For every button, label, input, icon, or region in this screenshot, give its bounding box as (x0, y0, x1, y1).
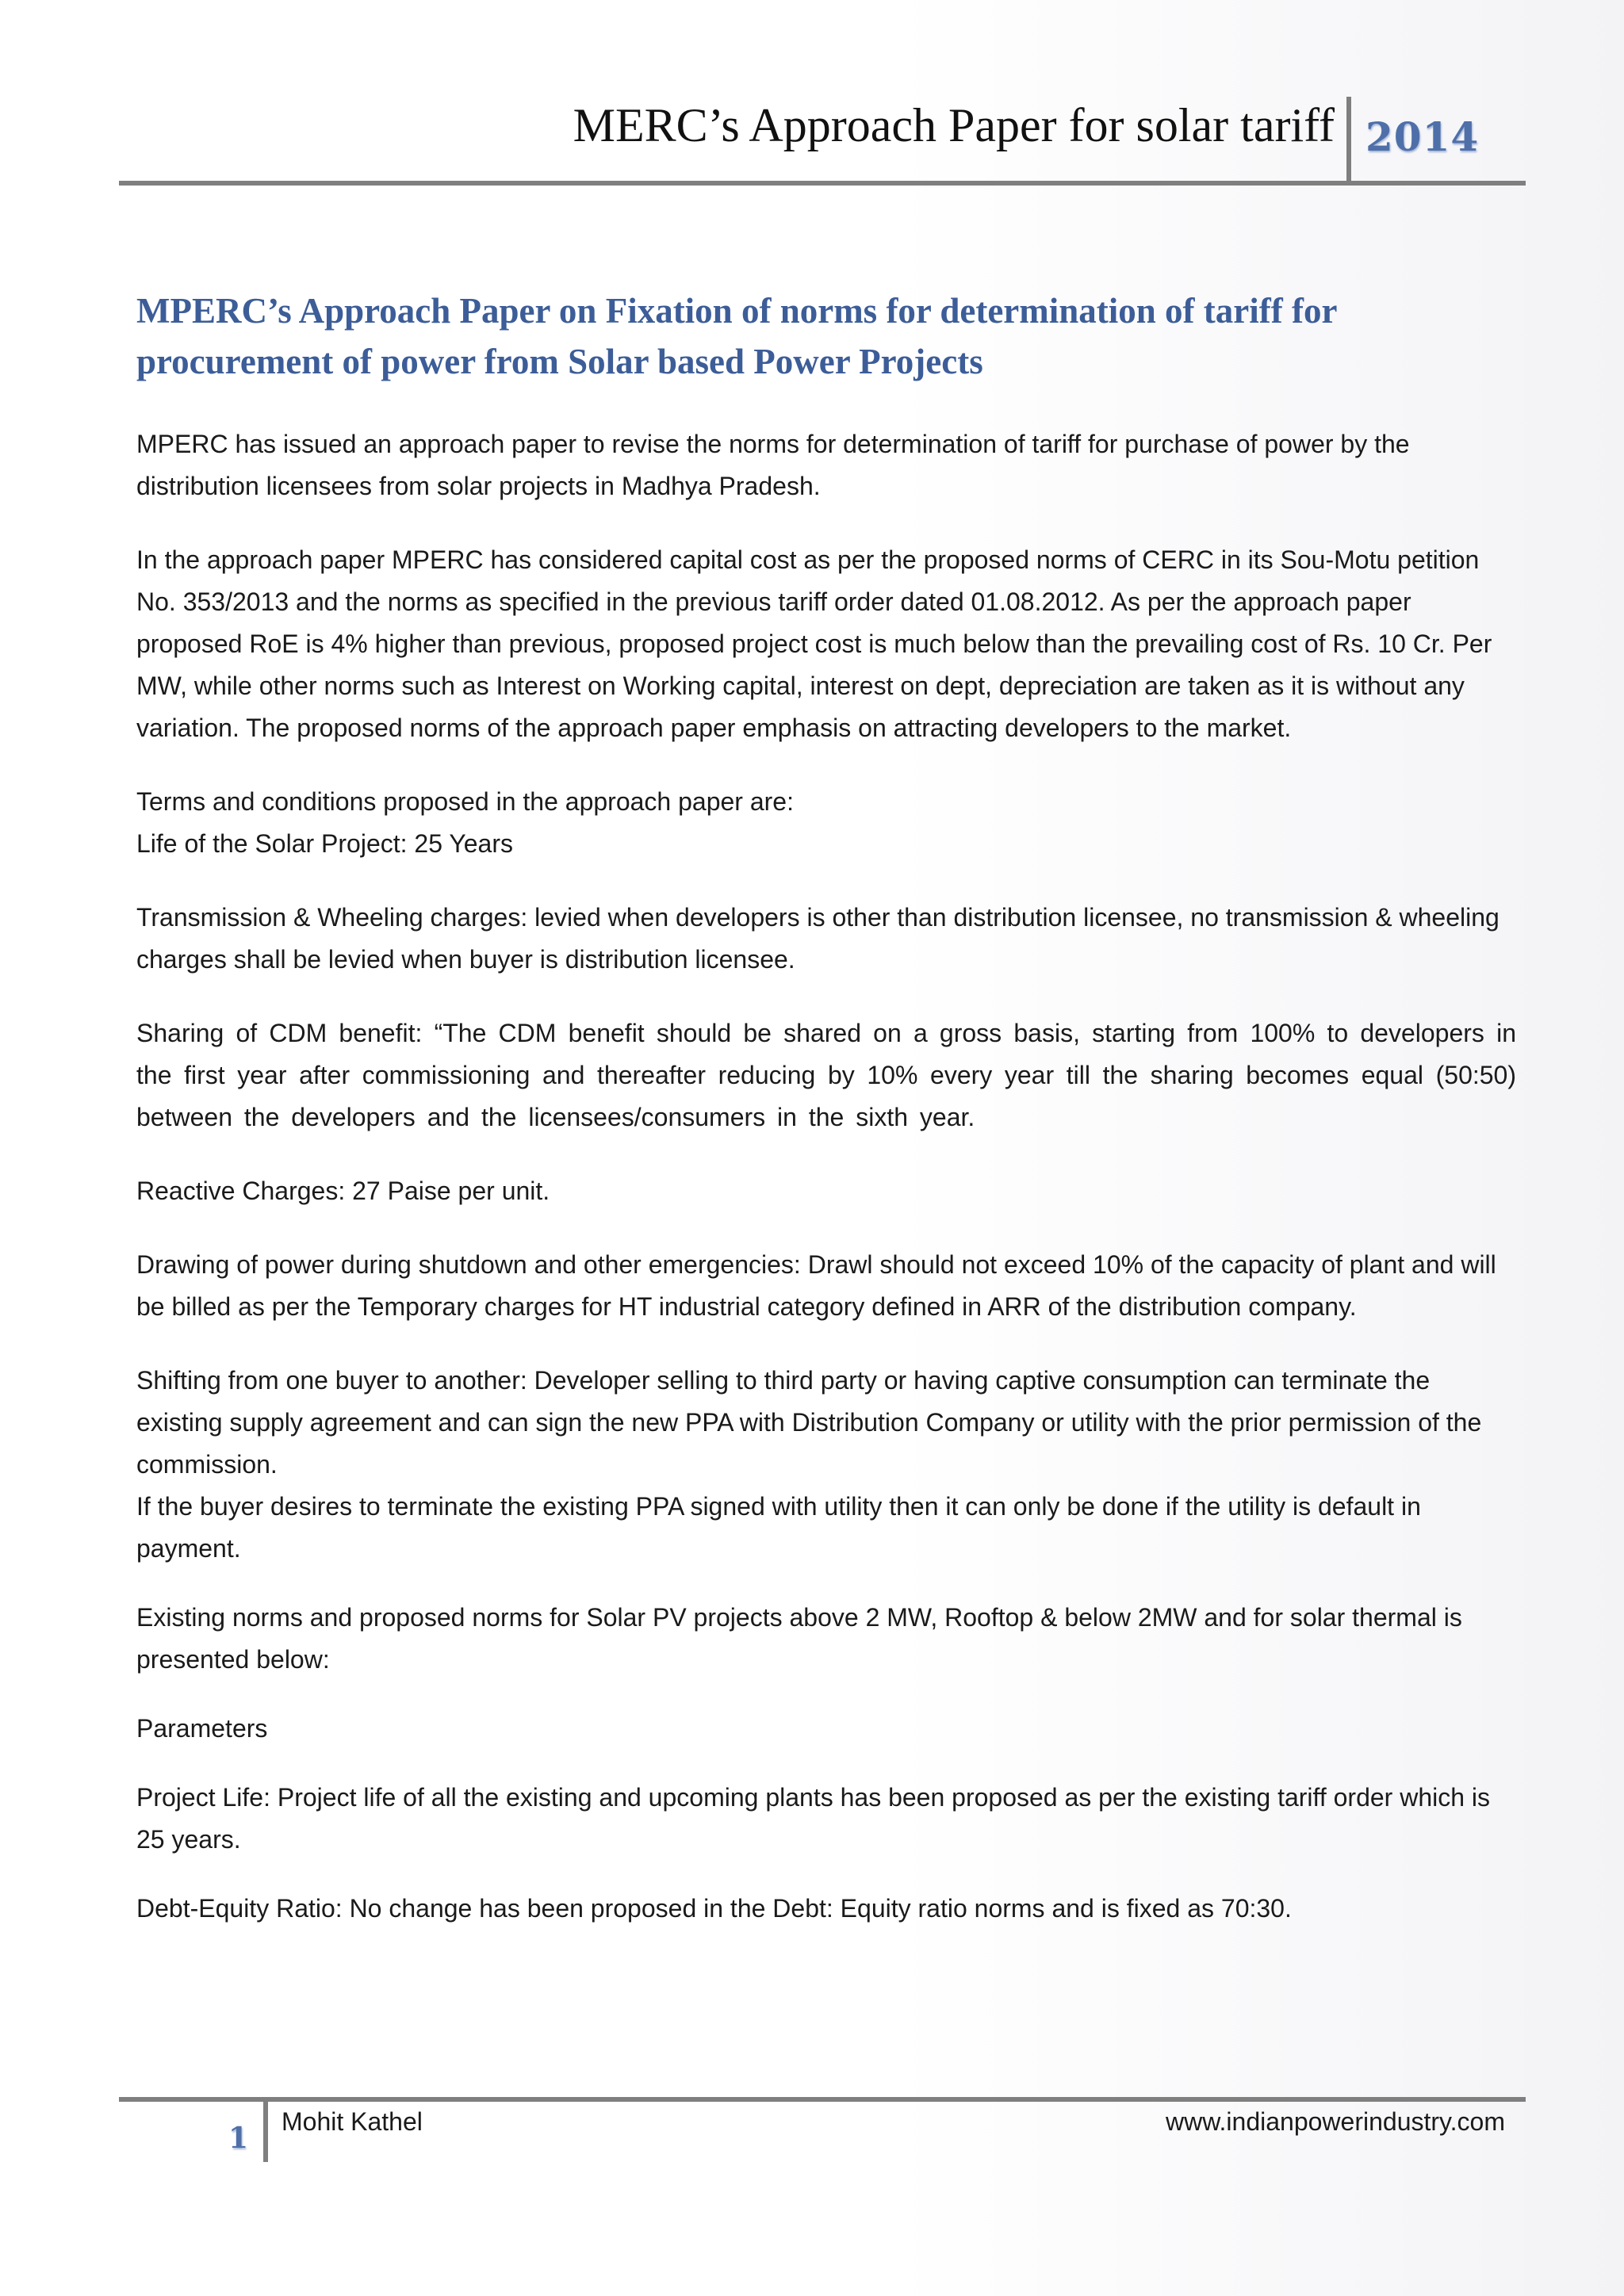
document-body (136, 285, 1516, 1961)
document-title: MPERC’s Approach Paper on Fixation of norms for determination of tariff for procurement of power from Solar based Power Projects (136, 291, 1337, 381)
footer-author: Mohit Kathel (282, 2107, 423, 2136)
paragraph-parameters: Parameters (136, 1714, 268, 1743)
header-divider (1346, 97, 1351, 182)
paragraph-cdm-benefit: Sharing of CDM benefit: “The CDM benefit should be shared on a gross basis, starting from 100% to developers in the first year after commissioning and thereafter reducing by 10% every year till the sharing becomes equal (50:50) between the developers and the licensees/consumers in the sixth year. (136, 1019, 1516, 1131)
paragraph-terminate-ppa: If the buyer desires to terminate the existing PPA signed with utility then it can only be done if the utility is default in payment. (136, 1492, 1421, 1563)
footer-website-link[interactable]: www.indianpowerindustry.com (1165, 2107, 1505, 2136)
footer-divider (263, 2097, 268, 2162)
footer-rule (119, 2097, 1526, 2102)
header-year: 2014 (1365, 113, 1480, 160)
paragraph-project-life: Project Life: Project life of all the existing and upcoming plants has been proposed as per the existing tariff order which is 25 years. (136, 1783, 1491, 1854)
paragraph-intro: MPERC has issued an approach paper to revise the norms for determination of tariff for purchase of power by the distribution licensees from solar projects in Madhya Pradesh. (136, 430, 1410, 500)
paragraph-terms-heading: Terms and conditions proposed in the approach paper are: (136, 787, 794, 816)
paragraph-reactive-charges: Reactive Charges: 27 Paise per unit. (136, 1177, 550, 1205)
paragraph-drawing-power: Drawing of power during shutdown and other emergencies: Drawl should not exceed 10% of the capacity of plant and will be billed as per the Temporary charges for HT industrial category defined in ARR of the distribution company. (136, 1250, 1496, 1321)
paragraph-shifting-buyer: Shifting from one buyer to another: Developer selling to third party or having captive consumption can terminate the existing supply agreement and can sign the new PPA with Distribution Company or utility with the prior permission of the commission. (136, 1366, 1482, 1479)
paragraph-project-life-term: Life of the Solar Project: 25 Years (136, 829, 513, 858)
paragraph-capital-cost: In the approach paper MPERC has considered capital cost as per the proposed norms of CERC in its Sou-Motu petition No. 353/2013 and the norms as specified in the previous tariff order dated 01.08.2012. As per the approach paper proposed RoE is 4% higher than previous, proposed project cost is much below than the prevailing cost of Rs. 10 Cr. Per MW, while other norms such as Interest on Working capital, interest on dept, depreciation are taken as it is without any variation. The proposed norms of the approach paper emphasis on attracting developers to the market. (136, 545, 1492, 742)
paragraph-debt-equity: Debt-Equity Ratio: No change has been proposed in the Debt: Equity ratio norms and is fixed as 70:30. (136, 1894, 1292, 1923)
header-rule (119, 181, 1526, 186)
header-title: MERC’s Approach Paper for solar tariff (573, 99, 1335, 151)
paragraph-norms-intro: Existing norms and proposed norms for Solar PV projects above 2 MW, Rooftop & below 2MW and for solar thermal is presented below: (136, 1603, 1462, 1674)
paragraph-transmission: Transmission & Wheeling charges: levied when developers is other than distribution licensee, no transmission & wheeling charges shall be levied when buyer is distribution licensee. (136, 903, 1500, 974)
page-number: 1 (228, 2122, 249, 2155)
